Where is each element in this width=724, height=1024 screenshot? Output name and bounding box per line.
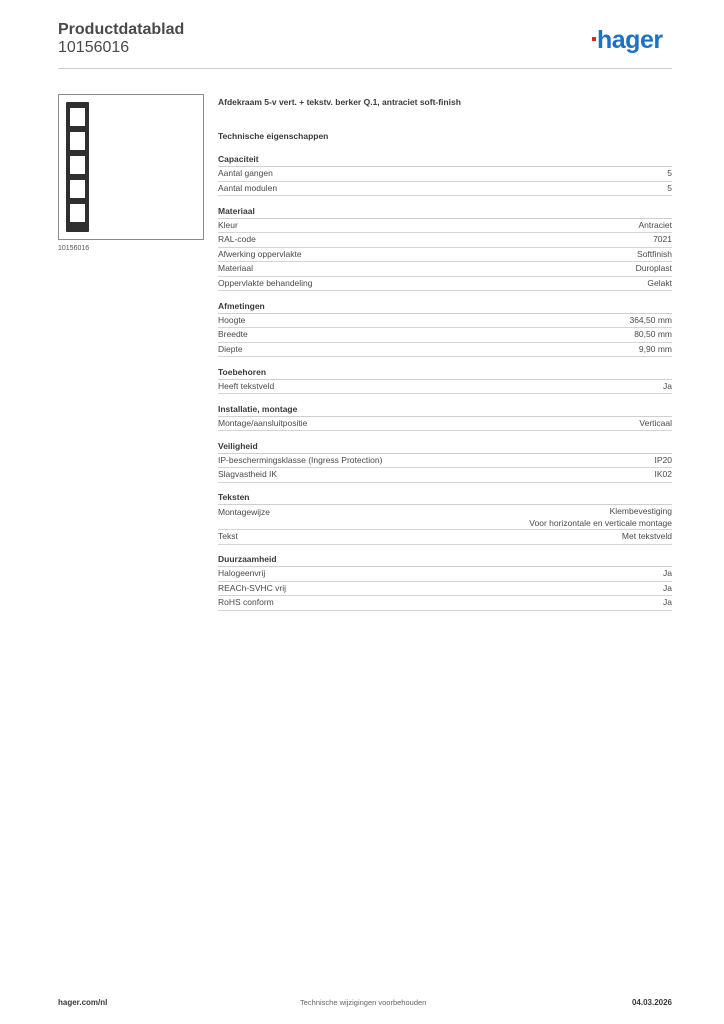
section-title: Duurzaamheid bbox=[218, 553, 672, 567]
spec-label: Materiaal bbox=[218, 263, 253, 273]
spec-value: IP20 bbox=[654, 454, 672, 465]
product-image bbox=[58, 94, 204, 240]
frame-opening bbox=[69, 203, 86, 223]
spec-label: Breedte bbox=[218, 329, 248, 339]
hager-logo bbox=[592, 28, 663, 53]
spec-section bbox=[218, 366, 672, 395]
image-caption: 10156016 bbox=[58, 245, 90, 252]
spec-label: RAL-code bbox=[218, 234, 256, 244]
footer-date: 04.03.2026 bbox=[631, 998, 672, 1007]
specifications bbox=[218, 96, 672, 619]
frame-opening bbox=[69, 179, 86, 199]
spec-value: Ja bbox=[663, 582, 672, 593]
spec-row bbox=[218, 233, 672, 248]
spec-value: 5 bbox=[667, 182, 672, 193]
document-title: Productdatablad bbox=[58, 21, 185, 38]
spec-label: Aantal gangen bbox=[218, 168, 273, 178]
spec-label: Heeft tekstveld bbox=[218, 380, 275, 391]
logo-dot-icon bbox=[592, 37, 596, 41]
spec-row bbox=[218, 262, 672, 277]
spec-label: Diepte bbox=[218, 343, 243, 354]
spec-value: 80,50 mm bbox=[634, 329, 672, 339]
spec-section bbox=[218, 491, 672, 545]
spec-row bbox=[218, 417, 672, 432]
spec-row bbox=[218, 596, 672, 611]
spec-row bbox=[218, 468, 672, 483]
spec-section bbox=[218, 440, 672, 483]
spec-label: REACh-SVHC vrij bbox=[218, 582, 287, 593]
header-divider bbox=[58, 68, 672, 69]
frame-opening bbox=[69, 107, 86, 127]
spec-value: Gelakt bbox=[647, 277, 672, 288]
spec-label: IP-beschermingsklasse (Ingress Protection) bbox=[218, 454, 383, 465]
spec-label: Slagvastheid IK bbox=[218, 469, 278, 479]
spec-section bbox=[218, 205, 672, 292]
spec-value: Ja bbox=[663, 380, 672, 391]
spec-label: Hoogte bbox=[218, 314, 246, 325]
spec-value: 364,50 mm bbox=[629, 314, 672, 325]
spec-label: Afwerking oppervlakte bbox=[218, 248, 302, 259]
spec-value: Antraciet bbox=[638, 219, 672, 230]
frame-opening bbox=[69, 155, 86, 175]
spec-label: Montagewijze bbox=[218, 507, 270, 517]
section-title: Toebehoren bbox=[218, 366, 672, 380]
frame-opening bbox=[69, 131, 86, 151]
spec-row bbox=[218, 182, 672, 197]
spec-label: Montage/aansluitpositie bbox=[218, 417, 308, 428]
spec-value: 5 bbox=[667, 168, 672, 178]
section-title: Installatie, montage bbox=[218, 403, 672, 417]
spec-value: Ja bbox=[663, 597, 672, 607]
article-number: 10156016 bbox=[58, 39, 130, 56]
section-title: Veiligheid bbox=[218, 440, 672, 454]
spec-section bbox=[218, 153, 672, 196]
footer-website: hager.com/nl bbox=[58, 998, 108, 1007]
spec-value: 9,90 mm bbox=[638, 343, 672, 354]
spec-value: Ja bbox=[663, 568, 672, 578]
spec-row bbox=[218, 328, 672, 343]
spec-row bbox=[218, 219, 672, 234]
footer-disclaimer: Technische wijzigingen voorbehouden bbox=[300, 998, 427, 1007]
spec-value bbox=[529, 506, 672, 529]
spec-row bbox=[218, 248, 672, 263]
spec-section bbox=[218, 300, 672, 358]
spec-value: Verticaal bbox=[639, 417, 672, 428]
spec-value: 7021 bbox=[653, 234, 672, 244]
spec-row bbox=[218, 454, 672, 469]
spec-value: IK02 bbox=[654, 469, 672, 479]
spec-label: Kleur bbox=[218, 219, 238, 230]
logo-text: hager bbox=[597, 26, 663, 54]
spec-row bbox=[218, 530, 672, 545]
section-title: Capaciteit bbox=[218, 153, 672, 167]
spec-row bbox=[218, 380, 672, 395]
spec-label: Tekst bbox=[218, 531, 238, 541]
spec-row bbox=[218, 505, 672, 530]
section-title: Materiaal bbox=[218, 205, 672, 219]
section-title: Teksten bbox=[218, 491, 672, 505]
cover-frame-image bbox=[66, 102, 89, 232]
technical-properties-heading: Technische eigenschappen bbox=[218, 131, 329, 141]
spec-value-line: Voor horizontale en verticale montage bbox=[529, 517, 672, 528]
spec-value: Softfinish bbox=[637, 248, 672, 259]
spec-row bbox=[218, 277, 672, 292]
spec-value: Met tekstveld bbox=[621, 531, 672, 541]
spec-row bbox=[218, 567, 672, 582]
spec-sections bbox=[218, 153, 672, 611]
section-title: Afmetingen bbox=[218, 300, 672, 314]
spec-value: Duroplast bbox=[635, 263, 672, 273]
spec-value-line: Klembevestiging bbox=[609, 506, 672, 516]
spec-label: RoHS conform bbox=[218, 597, 274, 607]
spec-label: Oppervlakte behandeling bbox=[218, 277, 313, 288]
spec-row bbox=[218, 582, 672, 597]
spec-label: Halogeenvrij bbox=[218, 568, 266, 578]
spec-label: Aantal modulen bbox=[218, 182, 278, 193]
spec-section bbox=[218, 553, 672, 611]
spec-row bbox=[218, 167, 672, 182]
spec-section bbox=[218, 403, 672, 432]
spec-row bbox=[218, 343, 672, 358]
product-description: Afdekraam 5-v vert. + tekstv. berker Q.1, antraciet soft-finish bbox=[218, 97, 461, 107]
spec-row bbox=[218, 314, 672, 329]
